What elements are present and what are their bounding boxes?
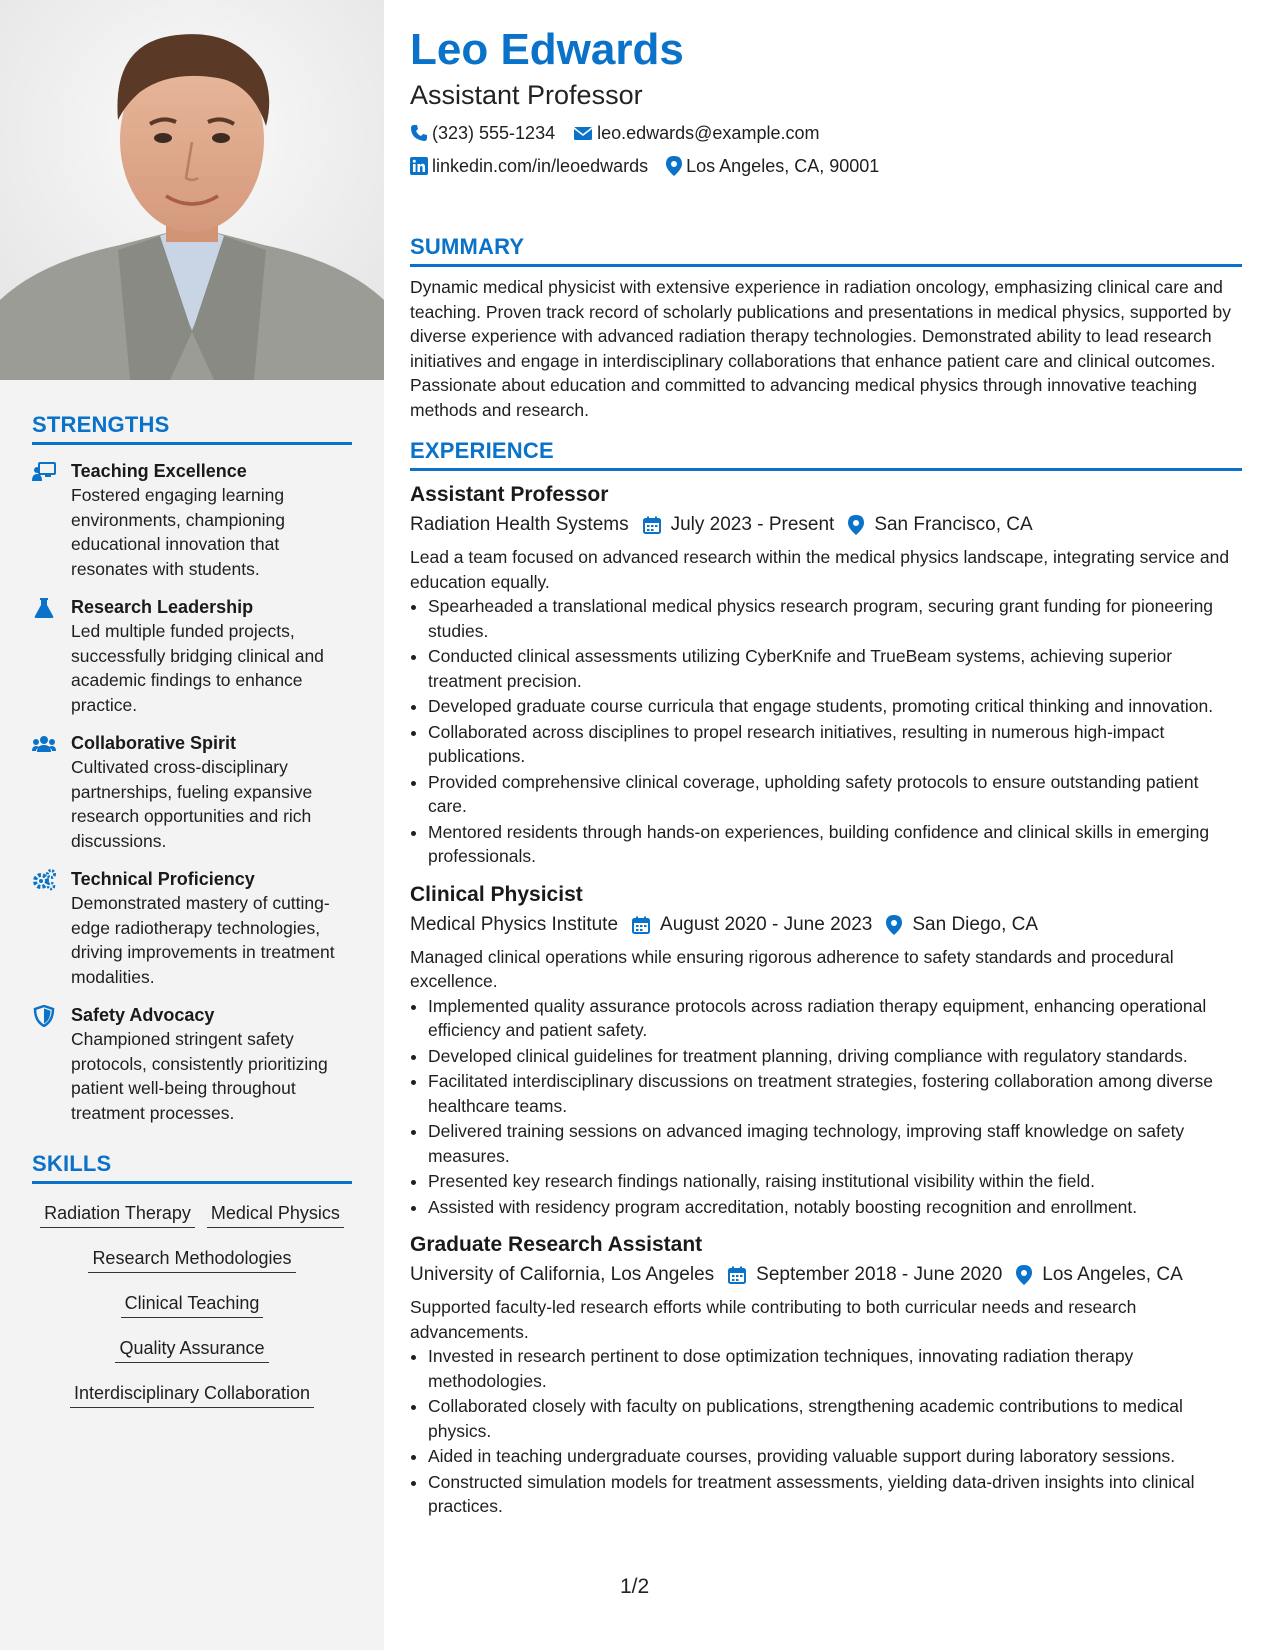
strength-title: Research Leadership xyxy=(71,597,254,617)
contact-row xyxy=(410,154,1242,178)
linkedin-icon xyxy=(410,157,428,175)
phone-contact[interactable] xyxy=(410,121,555,145)
job-meta xyxy=(410,511,1242,539)
calendar-icon xyxy=(728,1266,746,1284)
list-item: • Delivered training sessions on advanced imaging technology, improving staff knowledge on safety measures. xyxy=(428,1119,1242,1168)
list-item: • Aided in teaching undergraduate courses, providing valuable support during laboratory sessions. xyxy=(428,1444,1242,1469)
job-location: San Diego, CA xyxy=(912,913,1039,935)
strength-description: Fostered engaging learning environments, championing educational innovation that resonates with students. xyxy=(71,485,286,579)
strength-item xyxy=(32,595,352,717)
job-entry xyxy=(410,481,1242,869)
strength-description: Demonstrated mastery of cutting-edge radiotherapy technologies, driving improvements in treatment modalities. xyxy=(71,893,335,987)
job-dates: July 2023 - Present xyxy=(670,514,835,535)
strength-title: Technical Proficiency xyxy=(71,869,255,889)
job-position: Assistant Professor xyxy=(410,483,609,506)
users-icon xyxy=(32,733,56,755)
job-dates: August 2020 - June 2023 xyxy=(660,913,873,935)
flask-icon xyxy=(32,597,56,619)
skill-tag: Research Methodologies xyxy=(88,1245,295,1273)
list-item: • Invested in research pertinent to dose optimization techniques, innovating radiation therapy methodologies. xyxy=(428,1344,1242,1393)
summary-heading: SUMMARY xyxy=(410,234,1242,267)
job-description: Lead a team focused on advanced research within the medical physics landscape, integrating service and education equally. xyxy=(410,547,1230,592)
gears-icon xyxy=(32,869,56,891)
sidebar xyxy=(0,0,384,1650)
skills-row xyxy=(32,1245,352,1273)
job-company: University of California, Los Angeles xyxy=(410,1264,715,1285)
phone-text: (323) 555-1234 xyxy=(432,123,556,143)
experience-heading: EXPERIENCE xyxy=(410,438,1242,471)
skills-heading: SKILLS xyxy=(32,1151,352,1184)
job-bullets xyxy=(410,994,1242,1220)
shield-icon xyxy=(32,1005,56,1027)
list-item: • Developed graduate course curricula that engage students, promoting critical thinking and innovation. xyxy=(428,694,1242,719)
list-item: • Conducted clinical assessments utilizing CyberKnife and TrueBeam systems, achieving superior treatment precision. xyxy=(428,644,1242,693)
job-position: Graduate Research Assistant xyxy=(410,1233,703,1256)
strength-title: Teaching Excellence xyxy=(71,461,247,481)
strengths-heading: STRENGTHS xyxy=(32,412,352,445)
envelope-icon xyxy=(573,125,593,141)
list-item: • Assisted with residency program accreditation, notably boosting recognition and enrollment. xyxy=(428,1195,1242,1220)
map-pin-icon xyxy=(1016,1265,1032,1285)
list-item: • Mentored residents through hands-on experiences, building confidence and clinical skills in emerging professionals. xyxy=(428,820,1242,869)
job-entry xyxy=(410,1231,1242,1519)
job-meta xyxy=(410,1261,1242,1289)
skills-row xyxy=(32,1200,352,1228)
skills-row xyxy=(32,1380,352,1408)
email-text: leo.edwards@example.com xyxy=(597,123,820,143)
skill-tag: Medical Physics xyxy=(207,1200,344,1228)
job-position: Clinical Physicist xyxy=(410,882,583,906)
linkedin-text: linkedin.com/in/leoedwards xyxy=(432,156,649,176)
job-company: Radiation Health Systems xyxy=(410,514,629,535)
email-contact[interactable] xyxy=(573,121,819,145)
person-name: Leo Edwards xyxy=(410,25,684,74)
job-dates: September 2018 - June 2020 xyxy=(756,1264,1003,1285)
list-item: • Provided comprehensive clinical coverage, upholding safety protocols to ensure outstanding patient care. xyxy=(428,770,1242,819)
strength-description: Led multiple funded projects, successfully bridging clinical and academic findings to enhance practice. xyxy=(71,621,324,715)
map-pin-icon xyxy=(886,915,902,935)
list-item: • Facilitated interdisciplinary discussions on treatment strategies, fostering collaboration among diverse healthcare teams. xyxy=(428,1069,1242,1118)
location-text: Los Angeles, CA, 90001 xyxy=(686,156,880,176)
list-item: • Presented key research findings nationally, raising institutional visibility within the field. xyxy=(428,1169,1242,1194)
strength-item xyxy=(32,867,352,989)
job-company: Medical Physics Institute xyxy=(410,913,619,935)
list-item: • Spearheaded a translational medical physics research program, securing grant funding for pioneering studies. xyxy=(428,594,1242,643)
list-item: • Implemented quality assurance protocols across radiation therapy equipment, enhancing operational efficiency and patient safety. xyxy=(428,994,1242,1043)
skill-tag: Radiation Therapy xyxy=(40,1200,195,1228)
location-contact xyxy=(666,154,879,178)
map-pin-icon xyxy=(848,515,864,535)
list-item: • Constructed simulation models for treatment assessments, yielding data-driven insights into clinical practices. xyxy=(428,1470,1242,1519)
phone-icon xyxy=(410,124,428,142)
linkedin-contact[interactable] xyxy=(410,154,648,178)
job-location: Los Angeles, CA xyxy=(1042,1264,1183,1285)
calendar-icon xyxy=(632,916,650,934)
skill-tag: Clinical Teaching xyxy=(121,1290,264,1318)
job-entry xyxy=(410,881,1242,1220)
page-number: 1/2 xyxy=(620,1575,650,1598)
profile-photo xyxy=(0,0,384,380)
strength-item xyxy=(32,731,352,853)
list-item: • Developed clinical guidelines for treatment planning, driving compliance with regulatory standards. xyxy=(428,1044,1242,1069)
job-description: Supported faculty-led research efforts while contributing to both curricular needs and research advancements. xyxy=(410,1297,1137,1342)
strength-title: Safety Advocacy xyxy=(71,1005,215,1025)
summary-text: Dynamic medical physicist with extensive experience in radiation oncology, emphasizing clinical care and teaching. Proven track record of scholarly publications and presentations in medical physics, supported by diverse experience with advanced radiation therapy technologies. Demonstrated ability to lead research initiatives and engage in interdisciplinary collaborations that enhance patient care and clinical outcomes. Passionate about education and committed to advancing medical physics through innovative teaching methods and research. xyxy=(410,277,1231,420)
main-content xyxy=(410,22,1242,1531)
list-item: • Collaborated across disciplines to propel research initiatives, resulting in numerous high-impact publications. xyxy=(428,720,1242,769)
skills-row xyxy=(32,1335,352,1363)
job-location: San Francisco, CA xyxy=(874,514,1033,535)
strength-item xyxy=(32,459,352,581)
strength-description: Cultivated cross-disciplinary partnerships, fueling expansive research opportunities and rich discussions. xyxy=(71,757,313,851)
skills-row xyxy=(32,1290,352,1318)
skill-tag: Quality Assurance xyxy=(115,1335,268,1363)
job-title: Assistant Professor xyxy=(410,80,643,110)
job-bullets xyxy=(410,1344,1242,1519)
map-pin-icon xyxy=(666,156,682,176)
job-description: Managed clinical operations while ensuring rigorous adherence to safety standards and procedural excellence. xyxy=(410,946,1174,991)
list-item: • Collaborated closely with faculty on publications, strengthening academic contributions to medical physics. xyxy=(428,1394,1242,1443)
job-bullets xyxy=(410,594,1242,869)
strength-title: Collaborative Spirit xyxy=(71,733,237,753)
strength-description: Championed stringent safety protocols, consistently prioritizing patient well-being throughout treatment processes. xyxy=(71,1029,328,1123)
calendar-icon xyxy=(643,516,661,534)
job-meta xyxy=(410,911,1242,939)
strength-item xyxy=(32,1003,352,1125)
skill-tag: Interdisciplinary Collaboration xyxy=(70,1380,314,1408)
contact-row xyxy=(410,121,1242,145)
teacher-board-icon xyxy=(32,461,56,483)
